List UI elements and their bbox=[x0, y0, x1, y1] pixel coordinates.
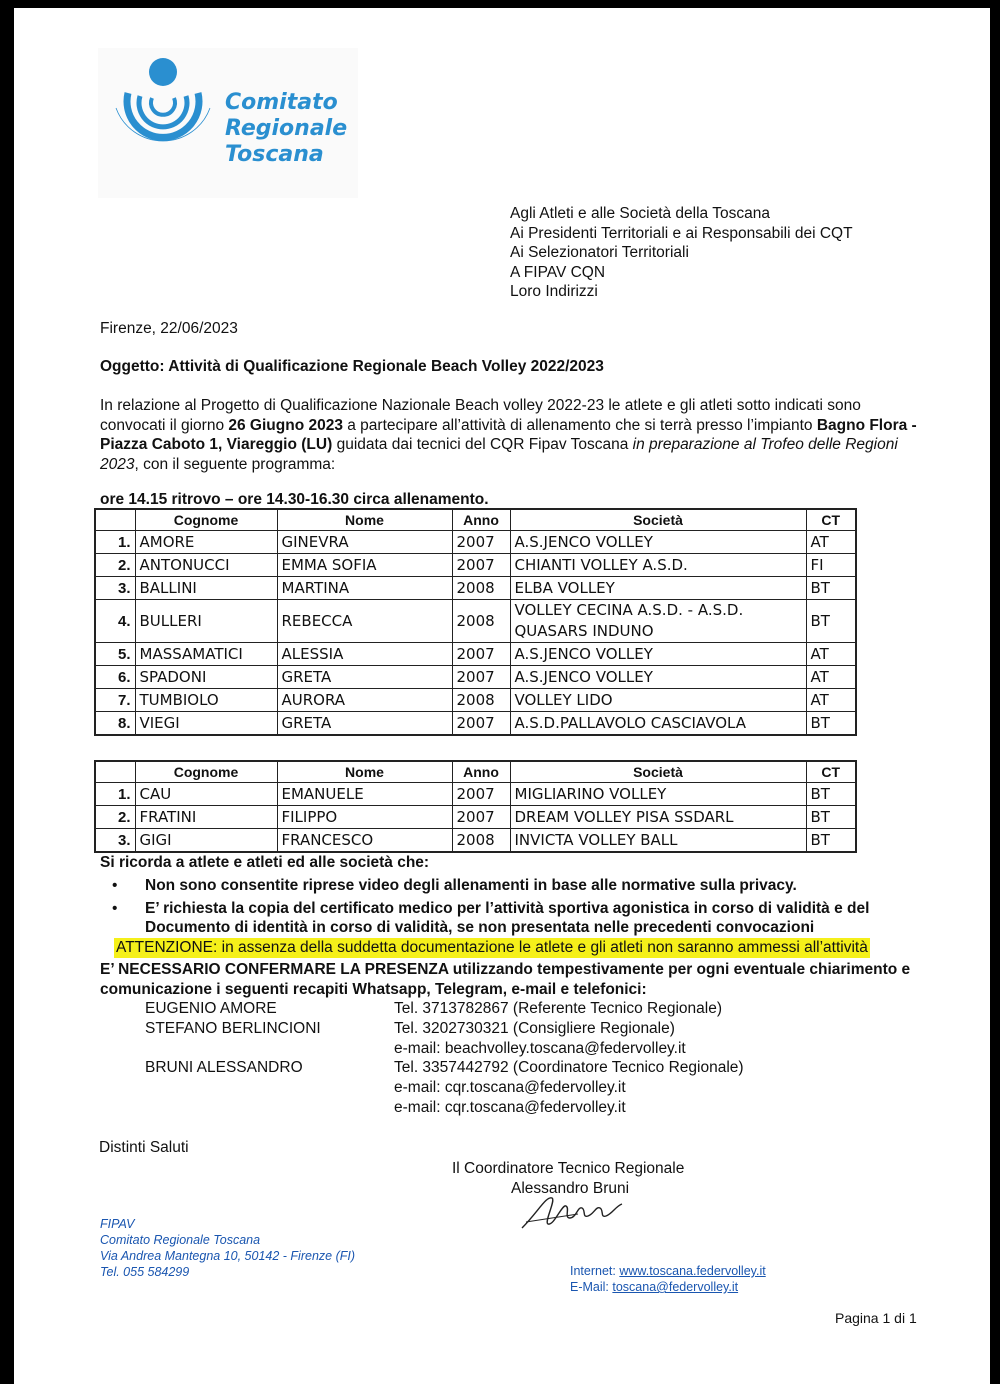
footer-contacts bbox=[570, 1263, 766, 1295]
closing-regards: Distinti Saluti bbox=[99, 1139, 189, 1156]
bullet-icon: • bbox=[112, 899, 118, 917]
logo-text bbox=[225, 90, 347, 168]
societa-cell: INVICTA VOLLEY BALL bbox=[510, 829, 806, 853]
ct-cell: BT bbox=[806, 829, 856, 853]
cognome-cell: GIGI bbox=[135, 829, 277, 853]
table-row bbox=[95, 531, 856, 554]
row-number: 1. bbox=[95, 531, 135, 554]
table-row bbox=[95, 666, 856, 689]
header-nome: Nome bbox=[277, 509, 452, 531]
anno-cell: 2008 bbox=[452, 829, 510, 853]
footer-address bbox=[100, 1216, 355, 1280]
nome-cell: MARTINA bbox=[277, 577, 452, 600]
ct-cell: AT bbox=[806, 666, 856, 689]
anno-cell: 2007 bbox=[452, 806, 510, 829]
footer-email bbox=[570, 1279, 766, 1295]
societa-cell: ELBA VOLLEY bbox=[510, 577, 806, 600]
nome-cell: GINEVRA bbox=[277, 531, 452, 554]
cognome-cell: VIEGI bbox=[135, 712, 277, 736]
cognome-cell: ANTONUCCI bbox=[135, 554, 277, 577]
societa-cell: A.S.JENCO VOLLEY bbox=[510, 643, 806, 666]
table-row bbox=[95, 577, 856, 600]
signatory-name: Alessandro Bruni bbox=[511, 1179, 630, 1197]
ct-cell: BT bbox=[806, 577, 856, 600]
nome-cell: EMANUELE bbox=[277, 783, 452, 806]
intro-text: , con il seguente programma: bbox=[134, 455, 336, 473]
footer-line: Comitato Regionale Toscana bbox=[100, 1233, 261, 1247]
header-ct: CT bbox=[806, 509, 856, 531]
societa-cell: VOLLEY LIDO bbox=[510, 689, 806, 712]
contact-name: EUGENIO AMORE bbox=[145, 1000, 277, 1017]
warning-highlight: ATTENZIONE: in assenza della suddetta documentazione le atlete e gli atleti non saranno ammessi all’attività bbox=[116, 939, 868, 956]
societa-cell: CHIANTI VOLLEY A.S.D. bbox=[510, 554, 806, 577]
contact-info: e-mail: beachvolley.toscana@federvolley.it bbox=[394, 1039, 686, 1057]
header-cognome: Cognome bbox=[135, 509, 277, 531]
table-row bbox=[95, 689, 856, 712]
intro-paragraph bbox=[100, 396, 920, 474]
cognome-cell: SPADONI bbox=[135, 666, 277, 689]
logo-line-3: Toscana bbox=[225, 142, 324, 167]
nome-cell: FRANCESCO bbox=[277, 829, 452, 853]
logo-line-1: Comitato bbox=[225, 90, 338, 115]
anno-cell: 2007 bbox=[452, 531, 510, 554]
contact-name: BRUNI ALESSANDRO bbox=[145, 1059, 303, 1077]
list-item bbox=[112, 876, 932, 896]
nome-cell: EMMA SOFIA bbox=[277, 554, 452, 577]
row-number: 2. bbox=[95, 554, 135, 577]
cognome-cell: FRATINI bbox=[135, 806, 277, 829]
ct-cell: AT bbox=[806, 689, 856, 712]
header-societa: Società bbox=[510, 509, 806, 531]
contact-info: Tel. 3357442792 (Coordinatore Tecnico Regionale) bbox=[394, 1059, 744, 1077]
female-athletes-table bbox=[94, 508, 857, 736]
intro-date: 26 Giugno 2023 bbox=[228, 416, 343, 434]
rule-text: Non sono consentite riprese video degli allenamenti in base alle normative sulla privacy. bbox=[145, 877, 797, 894]
screen-border-top bbox=[0, 0, 1000, 8]
anno-cell: 2007 bbox=[452, 666, 510, 689]
anno-cell: 2008 bbox=[452, 600, 510, 643]
page-number: Pagina 1 di 1 bbox=[835, 1310, 917, 1326]
contact-info: Tel. 3202730321 (Consigliere Regionale) bbox=[394, 1019, 675, 1037]
row-number: 3. bbox=[95, 577, 135, 600]
nome-cell: ALESSIA bbox=[277, 643, 452, 666]
contact-info: Tel. 3713782867 (Referente Tecnico Regionale) bbox=[394, 1000, 723, 1017]
email-label: E-Mail: bbox=[570, 1280, 613, 1294]
societa-cell: A.S.D.PALLAVOLO CASCIAVOLA bbox=[510, 712, 806, 736]
screen-border-left bbox=[0, 0, 14, 1384]
cognome-cell: BULLERI bbox=[135, 600, 277, 643]
intro-text: guidata dai tecnici del CQR Fipav Toscana bbox=[332, 436, 633, 453]
header-number bbox=[95, 761, 135, 783]
ct-cell: BT bbox=[806, 600, 856, 643]
table-row bbox=[95, 600, 856, 643]
recipient-line: A FIPAV CQN bbox=[510, 263, 606, 281]
anno-cell: 2007 bbox=[452, 783, 510, 806]
footer-internet bbox=[570, 1263, 766, 1279]
contact-info: e-mail: cqr.toscana@federvolley.it bbox=[394, 1079, 626, 1097]
header-societa: Società bbox=[510, 761, 806, 783]
nome-cell: GRETA bbox=[277, 666, 452, 689]
logo-line-2: Regionale bbox=[225, 116, 348, 141]
website-link[interactable]: www.toscana.federvolley.it bbox=[619, 1264, 766, 1278]
anno-cell: 2008 bbox=[452, 577, 510, 600]
bullet-icon: • bbox=[112, 877, 118, 894]
letter-subject: Oggetto: Attività di Qualificazione Regionale Beach Volley 2022/2023 bbox=[100, 358, 604, 375]
row-number: 3. bbox=[95, 829, 135, 853]
ct-cell: BT bbox=[806, 712, 856, 736]
anno-cell: 2008 bbox=[452, 689, 510, 712]
contact-name: STEFANO BERLINCIONI bbox=[145, 1019, 321, 1037]
cognome-cell: MASSAMATICI bbox=[135, 643, 277, 666]
cognome-cell: AMORE bbox=[135, 531, 277, 554]
footer-line: Tel. 055 584299 bbox=[100, 1265, 190, 1279]
cognome-cell: TUMBIOLO bbox=[135, 689, 277, 712]
ct-cell: BT bbox=[806, 806, 856, 829]
footer-line: Via Andrea Mantegna 10, 50142 - Firenze (FI) bbox=[100, 1249, 356, 1263]
handwritten-signature-icon bbox=[518, 1192, 638, 1232]
recipient-line: Agli Atleti e alle Società della Toscana bbox=[510, 205, 770, 222]
societa-cell: A.S.JENCO VOLLEY bbox=[510, 531, 806, 554]
screen-border-right bbox=[990, 0, 1000, 1384]
male-athletes-table bbox=[94, 760, 857, 853]
row-number: 8. bbox=[95, 712, 135, 736]
cognome-cell: BALLINI bbox=[135, 577, 277, 600]
recipient-line: Loro Indirizzi bbox=[510, 283, 598, 300]
societa-cell: A.S.JENCO VOLLEY bbox=[510, 666, 806, 689]
table-row bbox=[95, 554, 856, 577]
table-row bbox=[95, 712, 856, 736]
societa-cell: DREAM VOLLEY PISA SSDARL bbox=[510, 806, 806, 829]
table-row bbox=[95, 829, 856, 853]
intro-text: In relazione al Progetto di Qualificazione Nazionale Beach volley 2022-23 le atlete e gli atleti sotto indicati sono convocati il giorno bbox=[100, 397, 861, 434]
intro-text: a partecipare all’attività di allenamento che si terrà presso l’impianto bbox=[342, 416, 817, 434]
table-row bbox=[95, 783, 856, 806]
header-number bbox=[95, 509, 135, 531]
header-cognome: Cognome bbox=[135, 761, 277, 783]
anno-cell: 2007 bbox=[452, 712, 510, 736]
ct-cell: AT bbox=[806, 643, 856, 666]
anno-cell: 2007 bbox=[452, 554, 510, 577]
recipient-line: Ai Presidenti Territoriali e ai Responsabili dei CQT bbox=[510, 224, 853, 242]
row-number: 7. bbox=[95, 689, 135, 712]
rules-list bbox=[112, 876, 932, 941]
nome-cell: GRETA bbox=[277, 712, 452, 736]
nome-cell: REBECCA bbox=[277, 600, 452, 643]
ct-cell: BT bbox=[806, 783, 856, 806]
table-header-row bbox=[95, 509, 856, 531]
reminder-heading: Si ricorda a atlete e atleti ed alle società che: bbox=[100, 854, 430, 871]
recipients-block bbox=[510, 204, 853, 302]
intro-venue: Bagno Flora - Piazza Caboto 1, Viareggio (LU) bbox=[100, 416, 917, 453]
row-number: 1. bbox=[95, 783, 135, 806]
ct-cell: FI bbox=[806, 554, 856, 577]
table-header-row bbox=[95, 761, 856, 783]
cognome-cell: CAU bbox=[135, 783, 277, 806]
nome-cell: AURORA bbox=[277, 689, 452, 712]
table-row bbox=[95, 643, 856, 666]
recipient-line: Ai Selezionatori Territoriali bbox=[510, 244, 689, 261]
header-anno: Anno bbox=[452, 509, 510, 531]
table-row bbox=[95, 806, 856, 829]
list-item bbox=[112, 899, 932, 938]
row-number: 5. bbox=[95, 643, 135, 666]
contact-info: e-mail: cqr.toscana@federvolley.it bbox=[394, 1098, 626, 1116]
societa-cell: MIGLIARINO VOLLEY bbox=[510, 783, 806, 806]
header-ct: CT bbox=[806, 761, 856, 783]
footer-line: FIPAV bbox=[100, 1217, 135, 1231]
row-number: 6. bbox=[95, 666, 135, 689]
rule-text: E’ richiesta la copia del certificato medico per l’attività sportiva agonistica in corso di validità e del Documento di identità in corso di validità, se non presentata nelle precedenti convocazioni bbox=[145, 899, 870, 936]
nome-cell: FILIPPO bbox=[277, 806, 452, 829]
email-link[interactable]: toscana@federvolley.it bbox=[612, 1280, 739, 1294]
schedule-line: ore 14.15 ritrovo – ore 14.30-16.30 circa allenamento. bbox=[100, 491, 489, 508]
internet-label: Internet: bbox=[570, 1264, 620, 1278]
ct-cell: AT bbox=[806, 531, 856, 554]
header-nome: Nome bbox=[277, 761, 452, 783]
signatory-title: Il Coordinatore Tecnico Regionale bbox=[452, 1160, 685, 1177]
societa-cell: VOLLEY CECINA A.S.D. - A.S.D. QUASARS INDUNO bbox=[510, 600, 806, 643]
confirm-notice: E’ NECESSARIO CONFERMARE LA PRESENZA utilizzando tempestivamente per ogni eventuale chiarimento e comunicazione i seguenti recapiti Whatsapp, Telegram, e-mail e telefonici: bbox=[100, 961, 911, 998]
row-number: 4. bbox=[95, 600, 135, 643]
anno-cell: 2007 bbox=[452, 643, 510, 666]
header-anno: Anno bbox=[452, 761, 510, 783]
letter-date: Firenze, 22/06/2023 bbox=[100, 320, 238, 337]
row-number: 2. bbox=[95, 806, 135, 829]
intro-purpose: in preparazione al Trofeo delle Regioni 2023 bbox=[100, 436, 898, 473]
